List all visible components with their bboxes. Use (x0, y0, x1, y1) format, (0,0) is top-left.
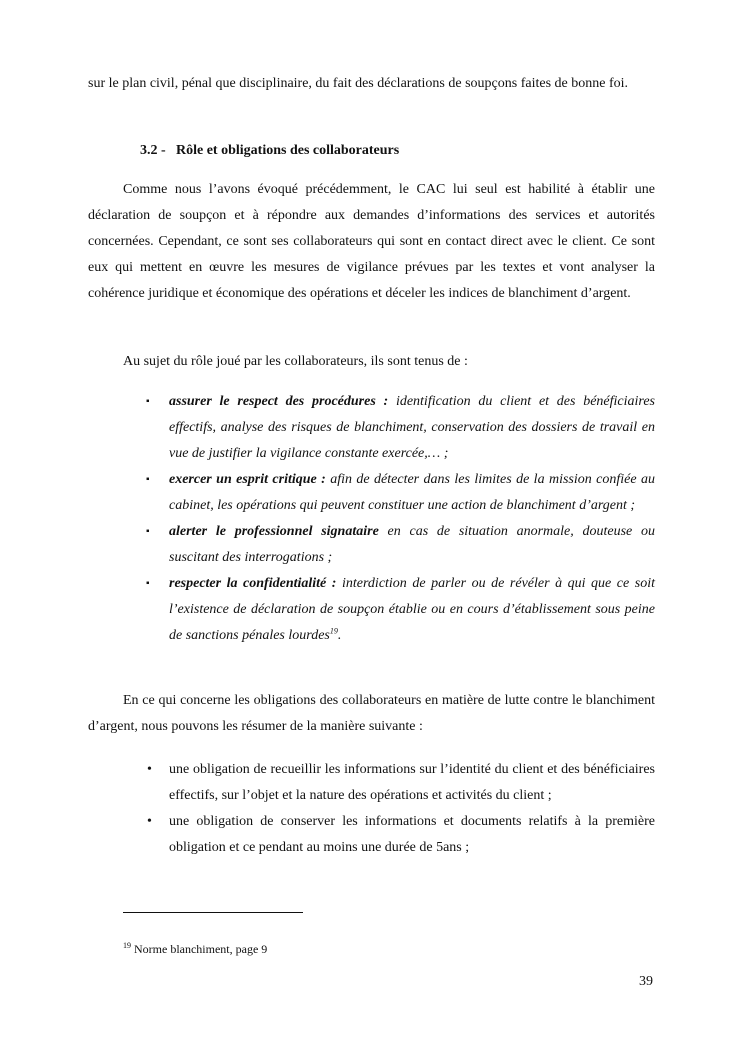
page-number: 39 (639, 974, 653, 989)
square-bullet-icon: ▪ (146, 526, 150, 537)
list-item (146, 389, 655, 467)
duty-body: interdiction de parler ou de révéler à qui que ce soit l’existence de déclaration de soupçon établie ou en cours d’établissement sous peine de sanctions pénales lourdes (169, 576, 655, 643)
paragraph-role: Comme nous l’avons évoqué précédemment, le CAC lui seul est habilité à établir une déclaration de soupçon et à répondre aux demandes d’informations des services et autorités concernées. Cependant, ce sont ses collaborateurs qui sont en contact direct avec le client. Ce sont eux qui mettent en œuvre les mesures de vigilance prévues par les textes et vont analyser la cohérence juridique et économique des opérations et déceler les indices de blanchiment d’argent. (88, 182, 655, 301)
footnote (123, 941, 267, 957)
list-item (146, 571, 655, 649)
duty-body: identification du client et des bénéficiaires effectifs, analyse des risques de blanchiment, conservation des dossiers de travail en vue de justifier la vigilance constante exercée,… ; (169, 394, 656, 461)
duty-tail: . (337, 628, 342, 643)
duty-lead: alerter le professionnel signataire (169, 524, 379, 539)
list-item (146, 467, 655, 519)
footnote-number: 19 (123, 941, 131, 950)
dot-bullet-icon: • (147, 814, 152, 829)
section-number: 3.2 - (140, 143, 166, 158)
list-item (146, 519, 655, 571)
paragraph-duties-intro: Au sujet du rôle joué par les collaborateurs, ils sont tenus de : (123, 354, 468, 369)
square-bullet-icon: ▪ (146, 578, 150, 589)
obligation-text: une obligation de conserver les informations et documents relatifs à la première obligation et ce pendant au moins une durée de 5ans ; (169, 814, 655, 855)
paragraph-obligations-intro: En ce qui concerne les obligations des collaborateurs en matière de lutte contre le blanchiment d’argent, nous pouvons les résumer de la manière suivante : (88, 693, 655, 734)
footnote-text: Norme blanchiment, page 9 (131, 942, 268, 956)
footnote-ref[interactable]: 19 (329, 626, 338, 636)
section-heading (140, 141, 399, 161)
duty-lead: exercer un esprit critique : (169, 472, 326, 487)
duties-list (146, 389, 655, 649)
footnote-separator (123, 912, 303, 913)
list-item (146, 809, 655, 861)
intro-paragraph: sur le plan civil, pénal que disciplinaire, du fait des déclarations de soupçons faites de bonne foi. (88, 76, 629, 91)
obligations-list (146, 757, 655, 861)
square-bullet-icon: ▪ (146, 474, 150, 485)
duty-lead: respecter la confidentialité : (169, 576, 337, 591)
duty-lead: assurer le respect des procédures : (169, 394, 389, 409)
duty-body: en cas de situation anormale, douteuse ou suscitant des interrogations ; (169, 524, 655, 565)
dot-bullet-icon: • (147, 762, 152, 777)
square-bullet-icon: ▪ (146, 396, 150, 407)
duty-body: afin de détecter dans les limites de la mission confiée au cabinet, les opérations qui peuvent constituer une action de blanchiment d’argent ; (169, 472, 655, 513)
obligation-text: une obligation de recueillir les informations sur l’identité du client et des bénéficiaires effectifs, sur l’objet et la nature des opérations et activités du client ; (169, 762, 655, 803)
list-item (146, 757, 655, 809)
section-title: Rôle et obligations des collaborateurs (176, 143, 400, 158)
